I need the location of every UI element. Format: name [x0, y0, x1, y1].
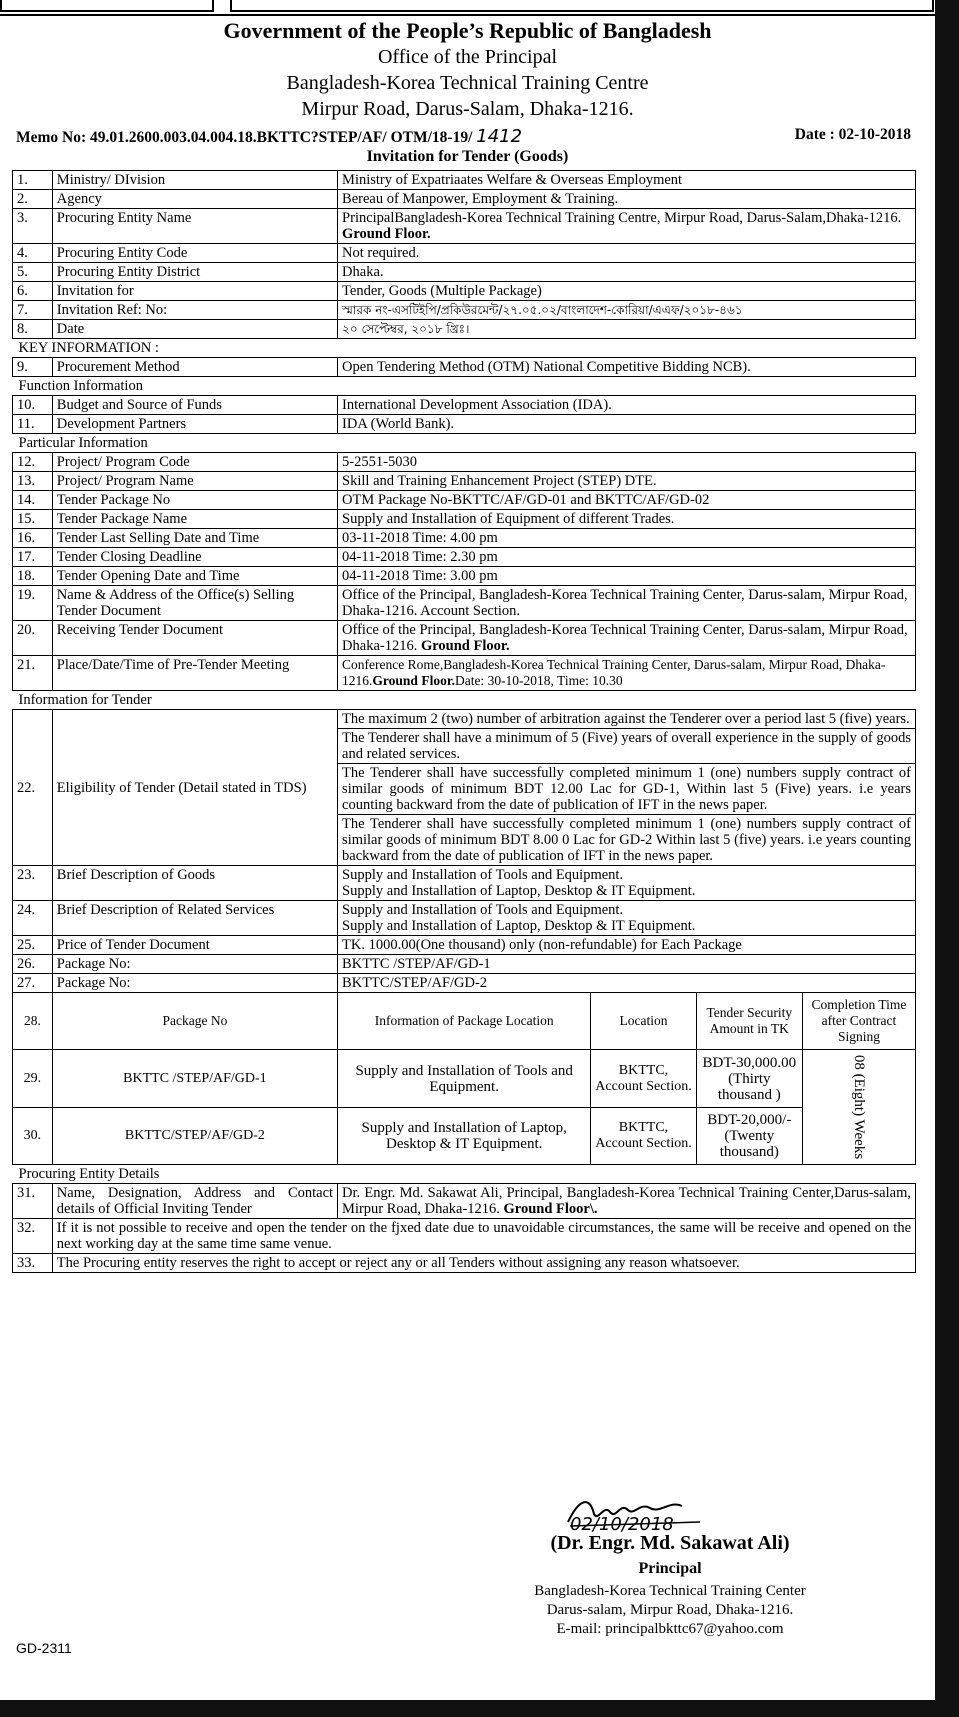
row-label: Development Partners [52, 415, 337, 434]
table-row [13, 209, 916, 244]
row-value: BKTTC/STEP/AF/GD-2 [338, 974, 916, 993]
eligibility-item: The Tenderer shall have successfully completed minimum 1 (one) numbers supply contract of similar goods of minimum BDT 12.00 Lac for GD-1, Within last 5 (Five) years. i.e years counting backward from the date of publication of IFT in the news paper. [338, 764, 916, 815]
row-number: 18. [13, 567, 53, 586]
row-value [338, 171, 916, 190]
row-value-text: স্মারক নং-এসটিইপি/প্রকিউরমেন্ট/২৭.০৫.০২/বাংলাদেশ-কোরিয়া/এএফ/২০১৮-৪৬১ [342, 303, 743, 317]
table-row [13, 548, 916, 567]
section-particular-information: Particular Information [13, 434, 916, 453]
row-number: 22. [13, 710, 53, 866]
package-location: BKTTC, Account Section. [591, 1050, 696, 1108]
row-value-text: ২০ সেপ্টেম্বর, ২০১৮ খ্রিঃ। [342, 322, 470, 336]
row-number: 14. [13, 491, 53, 510]
pre-tender-date-time: Date: 30-10-2018, Time: 10.30 [454, 673, 623, 688]
row-number: 19. [13, 586, 53, 621]
row-label: Procuring Entity District [52, 263, 337, 282]
rows-c-group [13, 453, 916, 656]
row-value-text: 04-11-2018 Time: 3.00 pm [342, 568, 498, 584]
section-key-information: KEY INFORMATION : [13, 339, 916, 358]
row-value [338, 396, 916, 415]
goods-line: Supply and Installation of Laptop, Desktop & IT Equipment. [342, 883, 696, 899]
table-row [13, 510, 916, 529]
row-value-text: Bereau of Manpower, Employment & Training. [342, 191, 619, 207]
security-amount: BDT-30,000.00 [702, 1054, 797, 1071]
row-number: 21. [13, 656, 53, 691]
package-row [13, 1050, 916, 1108]
row-label: Procurement Method [52, 358, 337, 377]
row-value-text: Skill and Training Enhancement Project (STEP) DTE. [342, 473, 657, 489]
row-label: Tender Package No [52, 491, 337, 510]
completion-col-header: Completion Time after Contract Signing [802, 993, 915, 1050]
memo-line [16, 126, 911, 147]
row-value [338, 190, 916, 209]
row-label: Tender Last Selling Date and Time [52, 529, 337, 548]
completion-time: 08 (Eight) Weeks [850, 1054, 867, 1160]
row-value [338, 415, 916, 434]
signatory-address [450, 1582, 890, 1639]
row-number: 13. [13, 472, 53, 491]
table-row [13, 472, 916, 491]
services-line: Supply and Installation of Tools and Equipment. [342, 902, 624, 918]
row-number: 31. [13, 1184, 53, 1219]
top-border-strip [0, 0, 935, 16]
row-number: 26. [13, 955, 53, 974]
gd-code: GD-2311 [16, 1640, 72, 1656]
official-floor: Ground Floor\. [499, 1201, 598, 1217]
row-number: 1. [13, 171, 53, 190]
eligibility-item: The Tenderer shall have a minimum of 5 (Five) years of overall experience in the supply of goods and related services. [338, 729, 916, 764]
row-value [338, 209, 916, 244]
table-row [13, 244, 916, 263]
row-value [338, 866, 916, 901]
signatory-name: (Dr. Engr. Md. Sakawat Ali) [550, 1532, 790, 1554]
row-value [338, 301, 916, 320]
section-row [13, 434, 916, 453]
row-number: 12. [13, 453, 53, 472]
table-row [13, 586, 916, 621]
letterhead [0, 18, 935, 122]
row-value [338, 1184, 916, 1219]
goods-line: Supply and Installation of Tools and Equipment. [342, 867, 624, 883]
row-value [338, 567, 916, 586]
row-number: 24. [13, 901, 53, 936]
package-col-header: Package No [52, 993, 337, 1050]
address-line: Bangladesh-Korea Technical Training Center [534, 1583, 806, 1599]
row-label: Name & Address of the Office(s) Selling Tender Document [52, 586, 337, 621]
row-number: 29. [13, 1050, 53, 1108]
row-number: 16. [13, 529, 53, 548]
centre-address: Mirpur Road, Darus-Salam, Dhaka-1216. [301, 98, 634, 120]
table-row [13, 936, 916, 955]
row-number: 17. [13, 548, 53, 567]
security-col-header: Tender Security Amount in TK [696, 993, 802, 1050]
row-label: Date [52, 320, 337, 339]
security-words: (Thirty thousand ) [717, 1070, 781, 1103]
row-number: 30. [13, 1108, 53, 1165]
table-row [13, 358, 916, 377]
row-number: 20. [13, 621, 53, 656]
row-label: Budget and Source of Funds [52, 396, 337, 415]
row-text: If it is not possible to receive and open the tender on the fjxed date due to unavoidable circumstances, the same will be receive and opened on the next working day at the same time same venue. [52, 1219, 915, 1254]
row-number: 23. [13, 866, 53, 901]
address-line: Darus-salam, Mirpur Road, Dhaka-1216. [546, 1602, 794, 1618]
row-label: Tender Package Name [52, 510, 337, 529]
row-label: Eligibility of Tender (Detail stated in TDS) [52, 710, 337, 866]
info-col-header: Information of Package Location [338, 993, 591, 1050]
tender-table [12, 170, 916, 1273]
row-value-text: Dhaka. [342, 264, 384, 280]
package-security [696, 1050, 802, 1108]
row-label: Brief Description of Related Services [52, 901, 337, 936]
row-label: Ministry/ DIvision [52, 171, 337, 190]
row-number: 2. [13, 190, 53, 209]
package-number: BKTTC /STEP/AF/GD-1 [52, 1050, 337, 1108]
row-number: 32. [13, 1219, 53, 1254]
email-line: E-mail: principalbkttc67@yahoo.com [556, 1621, 784, 1637]
top-box-left [0, 0, 214, 12]
table-row [13, 529, 916, 548]
table-row [13, 263, 916, 282]
package-row [13, 1108, 916, 1165]
security-amount: BDT-20,000/- [707, 1112, 792, 1128]
row-value-text: Supply and Installation of Equipment of different Trades. [342, 511, 675, 527]
row-label: Brief Description of Goods [52, 866, 337, 901]
pre-tender-floor: Ground Floor. [372, 673, 455, 688]
table-row [13, 491, 916, 510]
table-row [13, 567, 916, 586]
row-label: Invitation for [52, 282, 337, 301]
table-row [13, 866, 916, 901]
row-value [338, 491, 916, 510]
row-value-text: Tender, Goods (Multiple Package) [342, 283, 542, 299]
row-label: Package No: [52, 974, 337, 993]
rows-21-onward [13, 656, 916, 1273]
row-value [338, 453, 916, 472]
section-row [13, 339, 916, 358]
row-number: 8. [13, 320, 53, 339]
row-value [338, 510, 916, 529]
row-value-text: Office of the Principal, Bangladesh-Korea Technical Training Center, Darus-salam, Mirpur Road, Dhaka-1216. [342, 622, 908, 654]
package-header-row [13, 993, 916, 1050]
row-value [338, 548, 916, 567]
table-row [13, 282, 916, 301]
row-value: TK. 1000.00(One thousand) only (non-refundable) for Each Package [338, 936, 916, 955]
rows-b-group [13, 396, 916, 434]
row-value-bold: Ground Floor. [417, 638, 510, 654]
row-value-bold: Ground Floor. [342, 226, 431, 242]
particular-section [13, 434, 916, 453]
row-value-text: PrincipalBangladesh-Korea Technical Training Centre, Mirpur Road, Darus-Salam,Dhaka-1216. [342, 210, 902, 226]
row-number: 10. [13, 396, 53, 415]
row-number: 25. [13, 936, 53, 955]
row-value [338, 586, 916, 621]
row-number: 4. [13, 244, 53, 263]
row-value [338, 320, 916, 339]
row-value [338, 282, 916, 301]
row-text: The Procuring entity reserves the right to accept or reject any or all Tenders without assigning any reason whatsoever. [52, 1254, 915, 1273]
row-value-text: 03-11-2018 Time: 4.00 pm [342, 530, 498, 546]
row-value-text: OTM Package No-BKTTC/AF/GD-01 and BKTTC/AF/GD-02 [342, 492, 710, 508]
rows-a-group [13, 171, 916, 339]
package-location: BKTTC, Account Section. [591, 1108, 696, 1165]
row-value [338, 244, 916, 263]
package-info: Supply and Installation of Tools and Equipment. [338, 1050, 591, 1108]
section-row [13, 377, 916, 396]
row-value: Open Tendering Method (OTM) National Competitive Bidding NCB). [338, 358, 916, 377]
document-heading: Invitation for Tender (Goods) [366, 148, 569, 165]
table-row [13, 453, 916, 472]
row-value-text: International Development Association (IDA). [342, 397, 612, 413]
table-row [13, 396, 916, 415]
signatory-title: Principal [638, 1560, 702, 1577]
row-label: Project/ Program Name [52, 472, 337, 491]
table-row [13, 320, 916, 339]
row-number: 28. [13, 993, 53, 1050]
row-number: 11. [13, 415, 53, 434]
row-value [338, 656, 916, 691]
row-label: Project/ Program Code [52, 453, 337, 472]
row-value-text: Office of the Principal, Bangladesh-Korea Technical Training Center, Darus-salam, Mirpur Road, Dhaka-1216. Account Section. [342, 587, 908, 619]
table-row [13, 710, 916, 729]
memo-number: Memo No: 49.01.2600.003.04.004.18.BKTTC?STEP/AF/ OTM/18-19/ [16, 129, 473, 146]
row-value-text: IDA (World Bank). [342, 416, 455, 432]
row-value-text: 04-11-2018 Time: 2.30 pm [342, 549, 498, 565]
eligibility-item: The maximum 2 (two) number of arbitration against the Tenderer over a period last 5 (five) years. [338, 710, 916, 729]
row-label: Procuring Entity Code [52, 244, 337, 263]
office-line: Office of the Principal [377, 46, 557, 68]
row-number: 15. [13, 510, 53, 529]
row-value [338, 263, 916, 282]
government-title: Government of the People’s Republic of Bangladesh [223, 18, 712, 43]
row-value: BKTTC /STEP/AF/GD-1 [338, 955, 916, 974]
table-row [13, 415, 916, 434]
row-number: 3. [13, 209, 53, 244]
section-procuring-entity-details: Procuring Entity Details [13, 1165, 916, 1184]
handwritten-date: 02/10/2018 [570, 1514, 674, 1535]
row-value-text: Not required. [342, 245, 420, 261]
package-number: BKTTC/STEP/AF/GD-2 [52, 1108, 337, 1165]
row-number: 27. [13, 974, 53, 993]
row-label: Procuring Entity Name [52, 209, 337, 244]
section-row [13, 1165, 916, 1184]
table-row [13, 656, 916, 691]
top-box-right [230, 0, 934, 12]
completion-time-cell [802, 1050, 915, 1165]
services-line: Supply and Installation of Laptop, Desktop & IT Equipment. [342, 918, 696, 934]
row-number: 33. [13, 1254, 53, 1273]
row-label: Name, Designation, Address and Contact details of Official Inviting Tender [52, 1184, 337, 1219]
table-row [13, 974, 916, 993]
row-label: Receiving Tender Document [52, 621, 337, 656]
row-label: Tender Closing Deadline [52, 548, 337, 567]
table-row [13, 621, 916, 656]
location-col-header: Location [591, 993, 696, 1050]
row-value [338, 472, 916, 491]
table-row [13, 901, 916, 936]
row-value [338, 621, 916, 656]
key-info-group [13, 339, 916, 396]
row-label: Tender Opening Date and Time [52, 567, 337, 586]
table-row [13, 190, 916, 209]
row-number: 9. [13, 358, 53, 377]
table-row [13, 1219, 916, 1254]
row-number: 6. [13, 282, 53, 301]
section-function-information: Function Information [13, 377, 916, 396]
security-words: (Twenty thousand) [719, 1128, 779, 1160]
eligibility-item: The Tenderer shall have successfully completed minimum 1 (one) numbers supply contract of similar goods of minimum BDT 8.00 0 Lac for GD-2 Within last 5 (five) years. i.e years counting backward from the date of publication of IFT in the news paper. [338, 815, 916, 866]
section-row [13, 691, 916, 710]
row-label: Place/Date/Time of Pre-Tender Meeting [52, 656, 337, 691]
row-number: 5. [13, 263, 53, 282]
memo-date: Date : 02-10-2018 [794, 126, 911, 143]
table-row [13, 301, 916, 320]
row-label: Invitation Ref: No: [52, 301, 337, 320]
row-label: Price of Tender Document [52, 936, 337, 955]
table-row [13, 1254, 916, 1273]
package-info: Supply and Installation of Laptop, Desktop & IT Equipment. [338, 1108, 591, 1165]
pre-tender-place: Conference Rome,Bangladesh-Korea Technical Training Center, Darus-salam, Mirpur Road, Dhaka-1216. [342, 657, 886, 688]
centre-name: Bangladesh-Korea Technical Training Centre [286, 72, 649, 94]
row-number: 7. [13, 301, 53, 320]
official-details: Dr. Engr. Md. Sakawat Ali, Principal, Bangladesh-Korea Technical Training Center,Darus-salam, Mirpur Road, Dhaka-1216. [342, 1185, 911, 1217]
package-security [696, 1108, 802, 1165]
table-row [13, 1184, 916, 1219]
row-value-text: 5-2551-5030 [342, 454, 417, 470]
row-value [338, 901, 916, 936]
handwritten-memo-number: 1412 [476, 126, 523, 147]
table-row [13, 171, 916, 190]
row-label: Agency [52, 190, 337, 209]
row-label: Package No: [52, 955, 337, 974]
row-value-text: Ministry of Expatriaates Welfare & Overseas Employment [342, 172, 683, 188]
table-row [13, 955, 916, 974]
row-value [338, 529, 916, 548]
section-information-for-tender: Information for Tender [13, 691, 916, 710]
